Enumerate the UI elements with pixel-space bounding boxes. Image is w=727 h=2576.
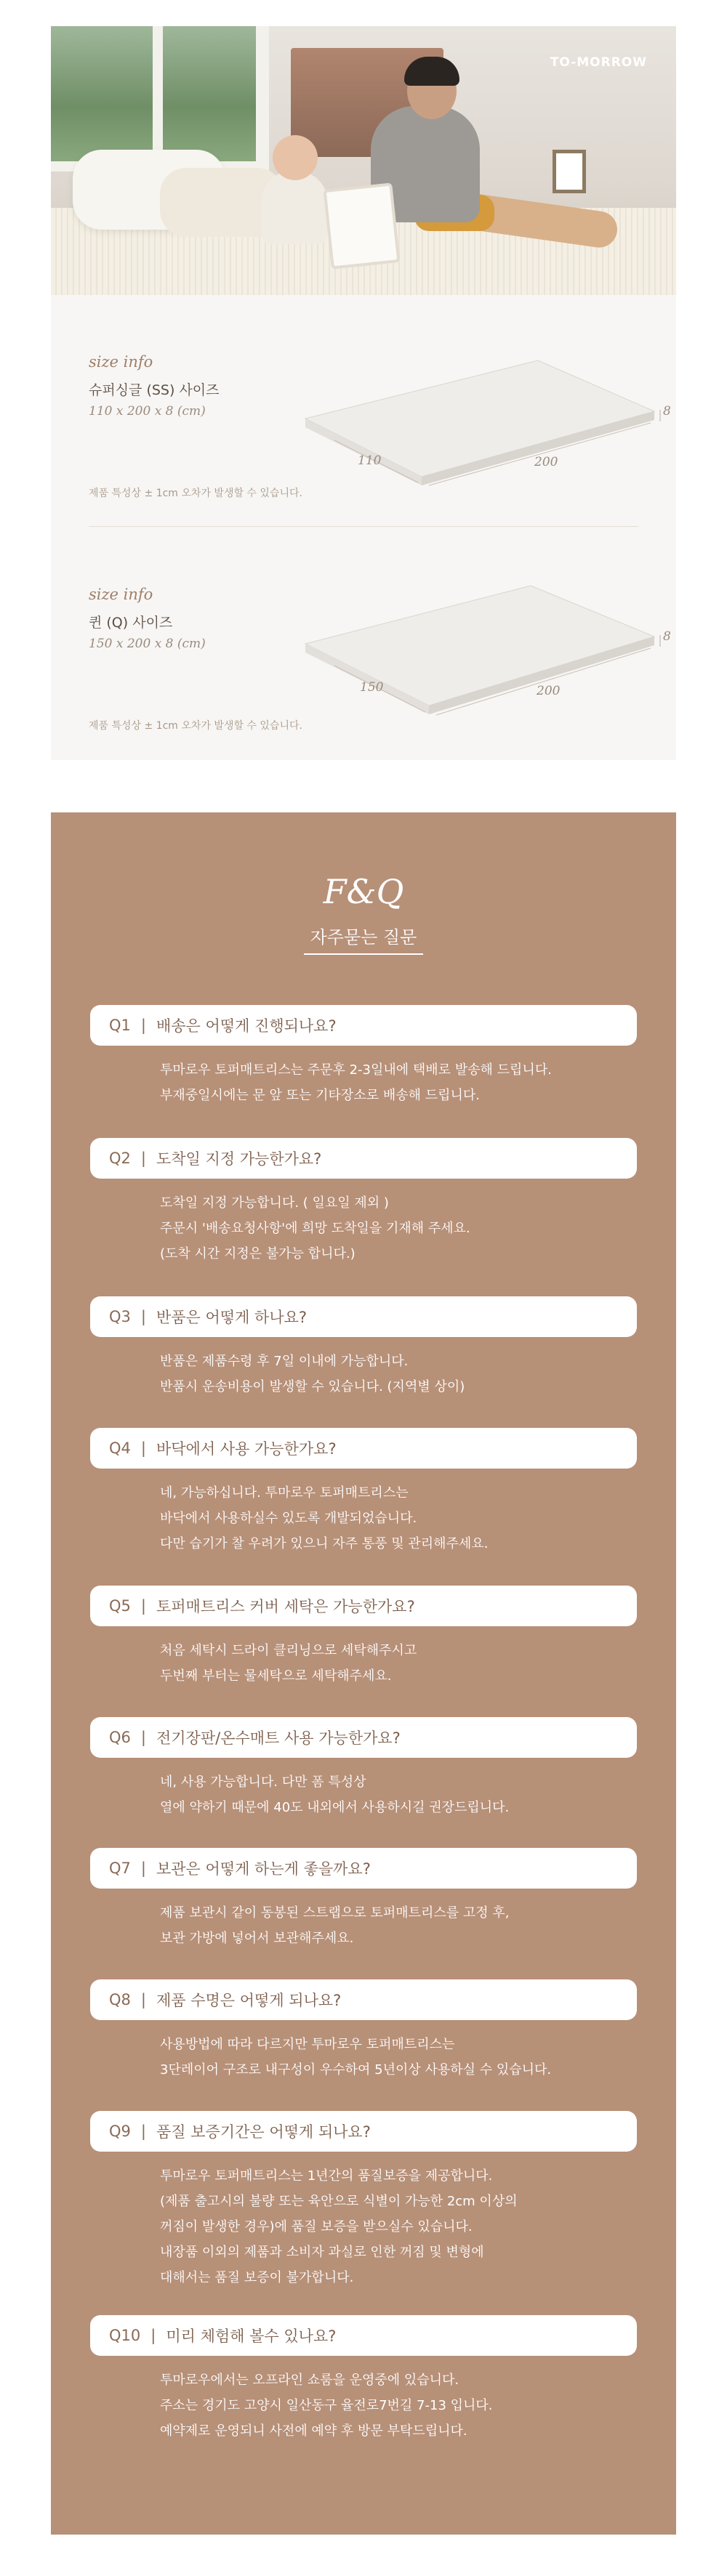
faq-answer-line: 네, 사용 가능합니다. 다만 폼 특성상	[160, 1774, 366, 1790]
mattress-diagram	[291, 564, 669, 724]
faq-question-text: 도착일 지정 가능한가요?	[156, 1150, 322, 1168]
faq-question-text: 전기장판/온수매트 사용 가능한가요?	[156, 1729, 401, 1747]
size-info-label: size info	[89, 353, 153, 371]
faq-section	[51, 812, 676, 2535]
faq-answer-line: (제품 출고시의 불량 또는 육안으로 식별이 가능한 2cm 이상의	[160, 2194, 518, 2209]
size-dimensions: 150 x 200 x 8 (cm)	[89, 637, 206, 651]
faq-question-separator: |	[140, 1150, 146, 1167]
faq-question-text: 토퍼매트리스 커버 세탁은 가능한가요?	[156, 1598, 415, 1615]
size-dimensions: 110 x 200 x 8 (cm)	[89, 404, 206, 419]
faq-question[interactable]	[90, 1428, 637, 1469]
height-label: 8	[663, 404, 671, 419]
faq-answer	[160, 1638, 654, 1689]
faq-question-text: 제품 수명은 어떻게 되나요?	[156, 1992, 342, 2009]
faq-answer-line: 바닥에서 사용하실수 있도록 개발되었습니다.	[160, 1511, 417, 1526]
faq-question-number: Q2	[109, 1150, 131, 1167]
faq-answer	[160, 2367, 654, 2444]
faq-question-separator: |	[140, 1440, 146, 1457]
faq-question-text: 보관은 어떻게 하는게 좋을까요?	[156, 1860, 371, 1878]
faq-answer-line: 제품 보관시 같이 동봉된 스트랩으로 토퍼매트리스를 고정 후,	[160, 1905, 510, 1921]
faq-answer	[160, 2032, 654, 2083]
faq-answer-line: 네, 가능하십니다. 투마로우 토퍼매트리스는	[160, 1485, 409, 1501]
faq-question-separator: |	[140, 1860, 146, 1877]
faq-answer-line: 꺼짐이 발생한 경우)에 품질 보증을 받으실수 있습니다.	[160, 2219, 473, 2234]
size-block-ss	[51, 295, 676, 528]
faq-subtitle: 자주묻는 질문	[310, 927, 417, 948]
mattress-diagram	[291, 331, 669, 491]
faq-question-text: 바닥에서 사용 가능한가요?	[156, 1440, 337, 1458]
faq-answer-line: 반품은 제품수령 후 7일 이내에 가능합니다.	[160, 1354, 409, 1369]
faq-question[interactable]	[90, 1979, 637, 2020]
faq-question-text: 반품은 어떻게 하나요?	[156, 1309, 308, 1326]
faq-question[interactable]	[90, 1848, 637, 1889]
faq-answer-line: 처음 세탁시 드라이 클리닝으로 세탁해주시고	[160, 1643, 417, 1658]
faq-question-number: Q3	[109, 1308, 131, 1325]
faq-question-number: Q4	[109, 1440, 131, 1457]
faq-question-number: Q9	[109, 2123, 131, 2140]
faq-answer-line: 3단레이어 구조로 내구성이 우수하여 5년이상 사용하실 수 있습니다.	[160, 2062, 552, 2078]
faq-answer-line: 두번째 부터는 물세탁으로 세탁해주세요.	[160, 1668, 392, 1684]
width-label: 150	[360, 680, 384, 695]
faq-question-number: Q6	[109, 1729, 131, 1746]
faq-title: F&Q	[323, 872, 404, 911]
faq-answer	[160, 1349, 654, 1400]
faq-question[interactable]	[90, 1296, 637, 1337]
size-tolerance-note: 제품 특성상 ± 1cm 오차가 발생할 수 있습니다.	[89, 720, 302, 732]
width-label: 110	[358, 453, 382, 468]
faq-answer-line: 보관 가방에 넣어서 보관해주세요.	[160, 1931, 354, 1946]
hero-photo	[51, 26, 676, 295]
faq-question-separator: |	[140, 1308, 146, 1325]
faq-question-separator: |	[140, 1729, 146, 1746]
faq-answer	[160, 1900, 654, 1951]
photo-book	[324, 182, 401, 269]
faq-question-number: Q8	[109, 1991, 131, 2008]
faq-question-separator: |	[140, 1991, 146, 2008]
faq-answer-line: 투마로우 토퍼매트리스는 주문후 2-3일내에 택배로 발송해 드립니다.	[160, 1062, 552, 1078]
faq-question-separator: |	[140, 1017, 146, 1034]
faq-answer-line: (도착 시간 지정은 불가능 합니다.)	[160, 1246, 356, 1261]
faq-question-separator: |	[140, 1597, 146, 1615]
photo-baby-head	[273, 135, 318, 180]
height-label: 8	[663, 629, 671, 644]
size-section	[51, 295, 676, 760]
photo-picture-frame	[553, 150, 586, 193]
faq-question-number: Q1	[109, 1017, 131, 1034]
faq-answer-line: 투마로우에서는 오프라인 쇼룸을 운영중에 있습니다.	[160, 2373, 459, 2388]
faq-answer	[160, 1480, 654, 1556]
faq-question[interactable]	[90, 1586, 637, 1626]
faq-answer-line: 주문시 '배송요청사항'에 희망 도착일을 기재해 주세요.	[160, 1221, 470, 1236]
size-divider	[89, 526, 638, 527]
faq-question-text: 품질 보증기간은 어떻게 되나요?	[156, 2123, 371, 2141]
faq-answer	[160, 2163, 654, 2290]
length-label: 200	[537, 684, 561, 698]
faq-answer-line: 부재중일시에는 문 앞 또는 기타장소로 배송해 드립니다.	[160, 1088, 480, 1103]
size-name: 슈퍼싱글 (SS) 사이즈	[89, 382, 220, 398]
size-info-label: size info	[89, 586, 153, 603]
faq-answer-line: 내장품 이외의 제품과 소비자 과실로 인한 꺼짐 및 변형에	[160, 2245, 484, 2260]
mattress-drawing	[291, 564, 669, 724]
size-tolerance-note: 제품 특성상 ± 1cm 오차가 발생할 수 있습니다.	[89, 488, 302, 499]
size-name: 퀸 (Q) 사이즈	[89, 615, 173, 631]
length-label: 200	[534, 455, 558, 469]
faq-answer	[160, 1190, 654, 1267]
faq-answer-line: 대해서는 품질 보증이 불가합니다.	[160, 2270, 354, 2285]
faq-answer-line: 투마로우 토퍼매트리스는 1년간의 품질보증을 제공합니다.	[160, 2168, 493, 2184]
faq-answer-line: 주소는 경기도 고양시 일산동구 율전로7번길 7-13 입니다.	[160, 2398, 493, 2413]
faq-answer-line: 도착일 지정 가능합니다. ( 일요일 제외 )	[160, 1195, 389, 1211]
faq-answer	[160, 1057, 654, 1108]
faq-question-separator: |	[150, 2327, 156, 2344]
faq-answer-line: 다만 습기가 찰 우려가 있으니 자주 통풍 및 관리해주세요.	[160, 1536, 489, 1551]
faq-answer-line: 열에 약하기 때문에 40도 내외에서 사용하시길 권장드립니다.	[160, 1800, 510, 1815]
faq-question-number: Q5	[109, 1597, 131, 1615]
faq-answer-line: 반품시 운송비용이 발생할 수 있습니다. (지역별 상이)	[160, 1379, 465, 1394]
photo-baby	[262, 171, 327, 244]
faq-question-number: Q7	[109, 1860, 131, 1877]
faq-question[interactable]	[90, 1138, 637, 1179]
faq-question-number: Q10	[109, 2327, 141, 2344]
faq-answer-line: 사용방법에 따라 다르지만 투마로우 토퍼매트리스는	[160, 2037, 455, 2052]
faq-question-text: 배송은 어떻게 진행되나요?	[156, 1017, 337, 1035]
faq-question[interactable]	[90, 1717, 637, 1758]
faq-question[interactable]	[90, 2315, 637, 2356]
faq-question-text: 미리 체험해 볼수 있나요?	[166, 2327, 337, 2345]
faq-subtitle-underline	[304, 953, 423, 955]
faq-answer-line: 예약제로 운영되니 사전에 예약 후 방문 부탁드립니다.	[160, 2423, 467, 2439]
faq-question[interactable]	[90, 1005, 637, 1046]
faq-question-separator: |	[140, 2123, 146, 2140]
size-block-q	[51, 528, 676, 760]
mattress-drawing	[291, 331, 669, 491]
faq-answer	[160, 1769, 654, 1820]
faq-question[interactable]	[90, 2111, 637, 2152]
brand-logo: TO-MORROW	[550, 55, 647, 70]
